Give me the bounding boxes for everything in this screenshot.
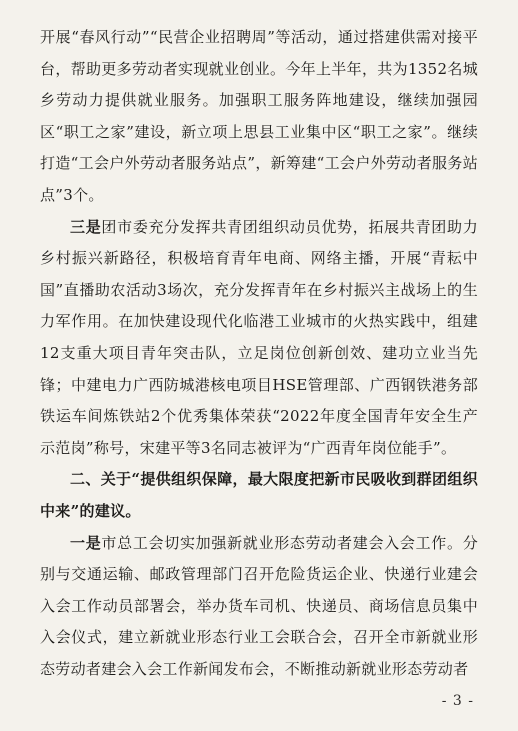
paragraph-lead: 一是 <box>70 533 102 552</box>
paragraph-union-membership <box>40 528 478 686</box>
section-heading-two: 二、关于“提供组织保障，最大限度把新市民吸收到群团组织中来”的建议。 <box>40 470 478 520</box>
paragraph-lead: 三是 <box>70 217 102 236</box>
paragraph-body: 团市委充分发挥共青团组织动员优势，拓展共青团助力乡村振兴新路径，积极培育青年电商、网络主播，开展“青耘中国”直播助农活动3场次，充分发挥青年在乡村振兴主战场上的生力军作用。在加快建设现代化临港工业城市的火热实践中，组建12支重大项目青年突击队，立足岗位创新创效、建功立业当先锋；中建电力广西防城港核电项目HSE管理部、广西钢铁港务部铁运车间炼铁站2个优秀集体荣获“2022年度全国青年安全生产示范岗”称号，宋建平等3名同志被评为“广西青年岗位能手”。 <box>40 217 478 457</box>
page-number: - 3 - <box>441 693 474 709</box>
paragraph-body: 市总工会切实加强新就业形态劳动者建会入会工作。分别与交通运输、邮政管理部门召开危险货运企业、快递行业建会入会工作动员部署会，举办货车司机、快递员、商场信息员集中入会仪式，建立新就业形态行业工会联合会，召开全市新就业形态劳动者建会入会工作新闻发布会，不断推动新就业形态劳动者 <box>40 533 478 678</box>
paragraph-employment-services: 开展“春风行动”“民营企业招聘周”等活动，通过搭建供需对接平台，帮助更多劳动者实现就业创业。今年上半年，共为1352名城乡劳动力提供就业服务。加强职工服务阵地建设，继续加强园区“职工之家”建设，新立项上思县工业集中区“职工之家”。继续打造“工会户外劳动者服务站点”，新筹建“工会户外劳动者服务站点”3个。 <box>40 28 478 204</box>
paragraph-youth-league <box>40 212 478 465</box>
